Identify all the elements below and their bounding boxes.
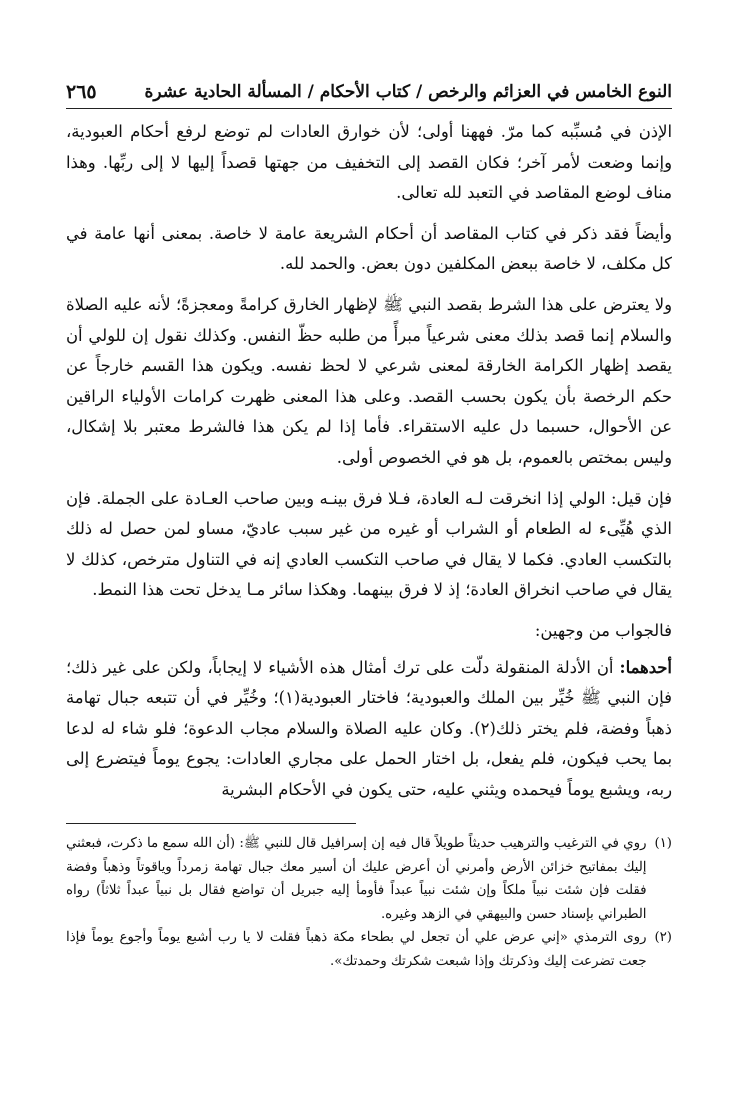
running-header: [66, 80, 672, 109]
footnote-text: روي في الترغيب والترهيب حديثاً طويلاً قال فيه إن إسرافيل قال للنبي ﷺ: (أن الله سمع ما ذكرت، فبعثني إليك بمفاتيح خزائن الأرض وأمرني أن أعرض عليك أن أسير معك جبال تهامة زمرداً وياقوتاً وذهباً وفضة فقلت فإن شئت نبياً ملكاً وإن شئت نبياً عبداً فأومأ إليه جبريل أن تواضع فقال بل نبياً عبداً ثلاثاً) رواه الطبراني بإسناد حسن والبيهقي في الزهد وغيره.: [66, 836, 647, 922]
footnote-number: (١): [654, 836, 672, 852]
paragraph-text: ولا يعترض على هذا الشرط بقصد النبي ﷺ لإظهار الخارق كرامةً ومعجزةً؛ لأنه عليه الصلاة والسلام إنما قصد بذلك معنى شرعياً مبرأً من طلبه حظّ النفس. وكذلك نقول إن للولي أن يقصد إظهار الكرامة الخارقة لمعنى شرعي لا لحظ نفسه. ويكون هذا القسم خارجاً عن حكم الرخصة بأن يكون بحسب القصد. وعلى هذا المعنى ظهرت كرامات الأولياء الراقين عن الأحوال، حسبما دل عليه الاستقراء. فأما إذا لم يكن هذا فالشرط معتبر بلا إشكال، وليس بمختص بالعموم، بل هو في الخصوص أولى.: [66, 294, 672, 467]
main-text: [66, 117, 672, 805]
footnote-divider-wrap: [66, 811, 672, 832]
footnote-text: روى الترمذي «إني عرض علي أن تجعل لي بطحاء مكة ذهباً فقلت لا يا رب أشبع يوماً وأجوع يوماً فإذا جعت تضرعت إليك وذكرتك وإذا شبعت شكرتك وحمدتك».: [66, 930, 647, 969]
paragraph: [66, 484, 672, 606]
paragraph: [66, 219, 672, 280]
page-number: ٢٦٥: [66, 81, 97, 103]
header-title: النوع الخامس في العزائم والرخص / كتاب الأحكام / المسألة الحادية عشرة: [144, 82, 672, 102]
paragraph-text: فإن قيل: الولي إذا انخرقت لـه العادة، فـلا فرق بينـه وبين صاحب العـادة على الجملة. فإن الذي هُيِّىء له الطعام أو الشراب أو غيره من غير سبب عاديّ، مساو لمن حصل له ذلك بالتكسب العادي. فكما لا يقال في صاحب التكسب العادي إنه في التناول مترخص، كذلك لا يقال في صاحب انخراق العادة؛ إذ لا فرق بينهما. وهكذا سائر مـا يدخل تحت هذا النمط.: [66, 488, 672, 600]
footnotes: [66, 832, 672, 973]
footnote: [66, 832, 672, 926]
paragraph: [66, 290, 672, 474]
paragraph-text: وأيضاً فقد ذكر في كتاب المقاصد أن أحكام الشريعة عامة لا خاصة. بمعنى أنها عامة في كل مكلف، لا خاصة ببعض المكلفين دون بعض. والحمد لله.: [66, 223, 672, 274]
footnote-divider: [66, 823, 356, 824]
paragraph-text: فالجواب من وجهين:: [534, 620, 672, 640]
paragraph-text: الإذن في مُسبِّبه كما مرّ. فههنا أولى؛ لأن خوارق العادات لم توضع لرفع أحكام العبودية، وإنما وضعت لأمر آخر؛ فكان القصد إلى التخفيف من جهتها قصداً إليها لا إلى ربِّها. وهذا مناف لوضع المقاصد في التعبد لله تعالى.: [66, 122, 672, 203]
paragraph: [66, 117, 672, 209]
footnote-number: (٢): [654, 930, 672, 946]
paragraph-text: أن الأدلة المنقولة دلّت على ترك أمثال هذه الأشياء لا إيجاباً، ولكن على غير ذلك؛ فإن النبي ﷺ خُيِّر بين الملك والعبودية؛ فاختار العبودية(١)؛ وخُيِّر في أن تتبعه جبال تهامة ذهباً وفضة، فلم يختر ذلك(٢). وكان عليه الصلاة والسلام مجاب الدعوة؛ فلو شاء له لدعا بما يحب فيكون، فلم يفعل، بل اختار الحمل على مجاري العادات: يجوع يوماً فيتضرع إلى ربه، ويشبع يوماً فيحمده ويثني عليه، حتى يكون في الأحكام البشرية: [66, 657, 672, 799]
paragraph: [66, 616, 672, 647]
paragraph: [66, 653, 672, 806]
footnote: [66, 926, 672, 973]
paragraph-lead: أحدهما:: [619, 657, 672, 677]
